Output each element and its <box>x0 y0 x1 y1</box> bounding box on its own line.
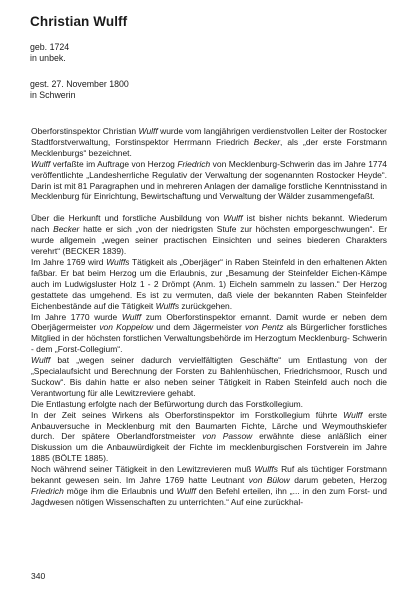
italic-name: Wulffs <box>254 464 278 475</box>
text-run: hatte er sich „von der niedrigsten Stufe zur höchsten emporgeschwungen“. Er wurde allgemein „wegen seiner practischen Einsichten und seines biederen Charakters verehrt“ (BECKER 1839). <box>31 224 388 257</box>
text-run: Über die Herkunft und forstliche Ausbildung von <box>31 213 224 224</box>
death-info <box>30 79 129 100</box>
paragraph <box>31 355 387 399</box>
text-run: Im Jahre 1770 wurde <box>31 311 122 322</box>
death-place: in Schwerin <box>30 89 76 100</box>
text-run: als Bürgerlicher forstliches Mitglied in der höchsten forstlichen Verwaltungsbehörde im Herzogtum Mecklenburg- Schwerin - dem „Forst-Collegium“. <box>31 322 387 355</box>
italic-name: Wulff <box>31 355 51 366</box>
text-run: Oberforstinspektor Christian <box>31 126 139 136</box>
text-run: erwähnte diese anläßlich einer Diskussion um die Anbauwürdigkeit der Fichte im mecklenburgischen Forstverein im Jahre 1885 (BÖLTE 1885). <box>31 431 387 464</box>
italic-name: Friedrich <box>177 158 211 169</box>
paragraph <box>31 399 387 410</box>
text-run: möge ihm die Erlaubnis und <box>63 486 177 496</box>
text-run: zum Oberforstinspektor ernannt. Damit wurde er neben dem Oberjägermeister <box>31 311 387 333</box>
italic-name: Wulffs <box>106 256 130 267</box>
death-date: gest. 27. November 1800 <box>30 79 129 89</box>
text-run: Tätigkeit als „Oberjäger“ in Raben Steinfeld in den erhaltenen Akten faßbar. Er bat beim Herzog um die Erlaubnis, zur „Besamung der Steinfelder Eichen-Kämpe auch im Ludwigsluster Holz 1 - 2 Drömpt (Anm. 1) Eicheln sammeln zu lassen.“ Der Herzog gestattete das umgehend. Es ist zu vermuten, daß viele der bekannten Raben Steinfelder Eichenbestände auf die Tätigkeit <box>31 256 387 311</box>
biography-text <box>31 126 387 508</box>
italic-name: Wulff <box>138 126 158 136</box>
page-number: 340 <box>31 571 46 581</box>
birth-place: in unbek. <box>30 52 66 63</box>
italic-name: von Koppelow <box>99 322 154 333</box>
text-run: und dem Jägermeister <box>153 322 245 333</box>
paragraph <box>31 213 387 257</box>
italic-name: Becker <box>53 224 80 235</box>
italic-name: Wulff <box>121 311 142 322</box>
italic-name: von Bülow <box>248 475 290 486</box>
italic-name: Wulff <box>31 158 51 169</box>
paragraph <box>31 126 387 159</box>
text-run: Die Entlastung erfolgte nach der Befürwortung durch das Forstkollegium. <box>31 398 304 409</box>
text-run: , als „der erste Forstmann Mecklenburgs“ bezeichnet. <box>31 136 387 158</box>
italic-name: von Pentz <box>244 322 284 333</box>
birth-info <box>30 42 69 63</box>
italic-name: Friedrich <box>31 486 64 496</box>
paragraph <box>31 410 387 465</box>
text-run: wurde vom langjährigen verdienstvollen Leiter der Rostocker Stadtforstverwaltung, Forstinspektor Herrmann Friedrich <box>31 126 387 147</box>
italic-name: Wulff <box>343 409 363 420</box>
paragraph <box>31 464 387 508</box>
italic-name: Becker <box>253 136 281 147</box>
text-run: verfaßte im Auftrage von Herzog <box>50 158 178 169</box>
text-run: Ruf als tüchtiger Forstmann bekannt gewesen sein. Im Jahre 1769 hatte Leutnant <box>31 464 388 486</box>
italic-name: Wulff <box>223 213 243 224</box>
birth-year: geb. 1724 <box>30 42 70 52</box>
text-run: bat „wegen seiner dadurch vervielfältigten Geschäfte“ um Entlastung von der „Specialaufsicht und Berechnung der Forsten zu Bahlenhüschen, Friedrichsmoor, Rusch und Suckow“. Bis dahin hatte er also neben seiner Tätigkeit in Raben Steinfeld auch noch die Verantwortung für alle Lewitzreviere gehabt. <box>31 355 387 398</box>
italic-name: von Passow <box>202 431 253 442</box>
paragraph <box>31 312 387 356</box>
page-title: Christian Wulff <box>30 14 128 29</box>
paragraph <box>31 159 387 203</box>
paragraph <box>31 257 387 312</box>
text-run: zurückgehen. <box>179 300 233 311</box>
text-run: den Befehl erteilen, ihn „... in den zum Forst- und Jagdwesen nötigen Wissenschaften zu unterrichten.“ Auf eine zurückhal- <box>31 486 387 507</box>
text-run: In der Zeit seines Wirkens als Oberforstinspektor im Forstkollegium führte <box>31 409 344 420</box>
text-run: ist bisher nichts bekannt. Wiederum nach <box>31 213 388 235</box>
text-run: von Mecklenburg-Schwerin das im Jahre 1774 veröffentlichte „Landesherrliche Regulativ der Verwaltung der sogenannten Rostocker Heyde“. Darin ist mit 81 Paragraphen und in mehreren Anlagen der damalige forstliche Kenntnisstand in Mecklenburg für Einrichtung, Bewirtschaftung und Verwaltung der Wälder zusammengefaßt. <box>31 158 387 202</box>
text-run: darum gebeten, Herzog <box>289 475 387 486</box>
text-run: erste Anbauversuche in Mecklenburg mit den Baumarten Fichte, Lärche und Weymouthskiefer durch. Der spätere Oberlandforstmeister <box>31 409 387 442</box>
italic-name: Wulff <box>176 486 196 496</box>
text-run: Im Jahre 1769 wird <box>31 256 107 267</box>
italic-name: Wulffs <box>155 300 180 311</box>
text-run: Noch während seiner Tätigkeit in den Lewitzrevieren muß <box>31 464 255 475</box>
